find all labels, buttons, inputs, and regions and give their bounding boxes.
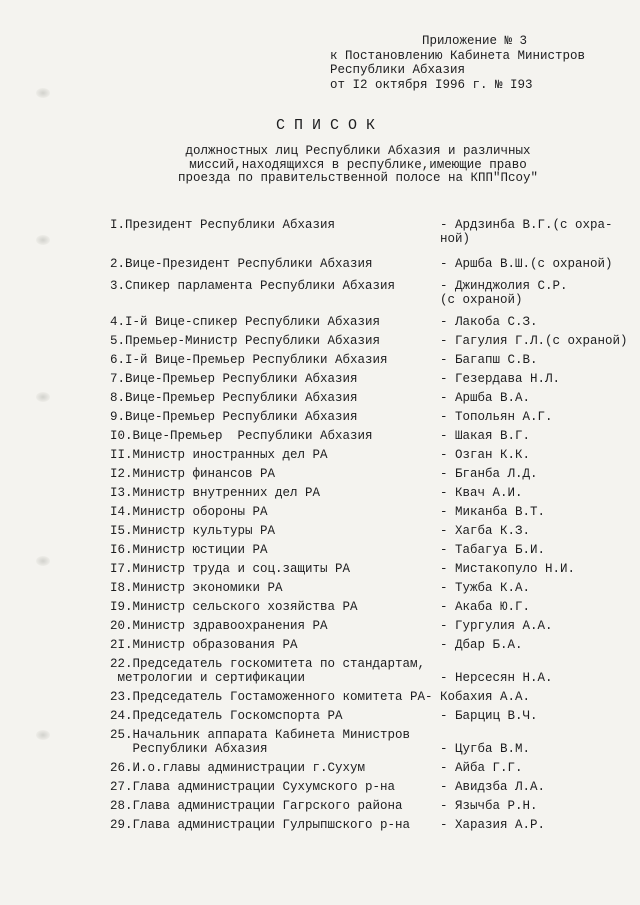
list-item [110, 524, 640, 538]
official-position: 3.Спикер парламента Республики Абхазия [110, 279, 396, 293]
list-item [110, 279, 640, 307]
official-name: - Топольян А.Г. [440, 410, 553, 424]
official-name: Кобахия А.А. [440, 690, 531, 704]
official-position: I7.Министр труда и соц.защиты РА [110, 562, 351, 576]
list-item [110, 799, 640, 813]
official-name: - Тужба К.А. [440, 581, 531, 595]
official-name: - Дбар Б.А. [440, 638, 523, 652]
list-item [110, 467, 640, 481]
list-item [110, 657, 640, 685]
list-item [110, 600, 640, 614]
official-name: - Джинджолия С.Р. (с охраной) [440, 279, 568, 307]
punch-hole-mark [36, 88, 50, 98]
list-item [110, 709, 640, 723]
appendix-header [330, 34, 585, 92]
official-name: - Авидзба Л.А. [440, 780, 546, 794]
official-name: - Табагуа Б.И. [440, 543, 546, 557]
official-name: - Озган К.К. [440, 448, 531, 462]
list-item [110, 728, 640, 756]
list-item [110, 780, 640, 794]
official-name: - Акаба Ю.Г. [440, 600, 531, 614]
appendix-date: от I2 октября I996 г. № I93 [330, 77, 533, 92]
official-name: - Хагба К.З. [440, 524, 531, 538]
subtitle-line: миссий,находящихся в республике,имеющие право [189, 157, 527, 172]
list-item [110, 581, 640, 595]
official-position: 23.Председатель Гостаможенного комитета РА- [110, 690, 433, 704]
official-name: - Гезердава Н.Л. [440, 372, 561, 386]
document-title: СПИСОК [275, 117, 384, 134]
official-name: - Миканба В.Т. [440, 505, 546, 519]
official-name: - Мистакопуло Н.И. [440, 562, 576, 576]
list-item [110, 334, 640, 348]
list-item [110, 486, 640, 500]
official-position: 9.Вице-Премьер Республики Абхазия [110, 410, 358, 424]
official-name: - Лакоба С.З. [440, 315, 538, 329]
official-position: 25.Начальник аппарата Кабинета Министров Республики Абхазия [110, 728, 411, 756]
official-position: 2.Вице-Президент Республики Абхазия [110, 257, 373, 271]
list-item [110, 429, 640, 443]
official-name: - Багапш С.В. [440, 353, 538, 367]
appendix-reference: к Постановлению Кабинета Министров [330, 48, 586, 63]
official-position: 28.Глава администрации Гагрского района [110, 799, 403, 813]
official-position: 5.Премьер-Министр Республики Абхазия [110, 334, 381, 348]
list-item [110, 315, 640, 329]
official-position: I4.Министр обороны РА [110, 505, 268, 519]
list-item [110, 372, 640, 386]
official-name: - Шакая В.Г. [440, 429, 531, 443]
official-position: 2I.Министр образования РА [110, 638, 298, 652]
official-position: 29.Глава администрации Гулрыпшского р-на [110, 818, 411, 832]
official-name: - Нерсесян Н.А. [440, 671, 553, 685]
appendix-republic: Республики Абхазия [330, 63, 466, 77]
official-position: I0.Вице-Премьер Республики Абхазия [110, 429, 373, 443]
official-position: 24.Председатель Госкомспорта РА [110, 709, 343, 723]
punch-hole-mark [36, 730, 50, 740]
official-position: I.Президент Республики Абхазия [110, 218, 336, 232]
official-name: - Язычба Р.Н. [440, 799, 538, 813]
official-name: - Харазия А.Р. [440, 818, 546, 832]
list-item [110, 761, 640, 775]
list-item [110, 818, 640, 832]
official-name: - Бганба Л.Д. [440, 467, 538, 481]
list-item [110, 353, 640, 367]
list-item [110, 448, 640, 462]
official-name: - Гагулия Г.Л.(с охраной) [440, 334, 628, 348]
official-position: 20.Министр здравоохранения РА [110, 619, 328, 633]
list-item [110, 505, 640, 519]
official-name: - Квач А.И. [440, 486, 523, 500]
list-item [110, 391, 640, 405]
subtitle-line: должностных лиц Республики Абхазия и различных [185, 144, 531, 158]
document-subtitle [158, 145, 558, 186]
official-position: 6.I-й Вице-Премьер Республики Абхазия [110, 353, 388, 367]
official-position: 27.Глава администрации Сухумского р-на [110, 780, 396, 794]
official-position: 4.I-й Вице-спикер Республики Абхазия [110, 315, 381, 329]
list-item [110, 562, 640, 576]
official-position: 7.Вице-Премьер Республики Абхазия [110, 372, 358, 386]
official-name: - Айба Г.Г. [440, 761, 523, 775]
official-position: I8.Министр экономики РА [110, 581, 283, 595]
appendix-number: Приложение № 3 [422, 34, 528, 48]
official-position: II.Министр иностранных дел РА [110, 448, 328, 462]
list-item [110, 410, 640, 424]
official-name: - Аршба В.Ш.(с охраной) [440, 257, 613, 271]
official-position: I2.Министр финансов РА [110, 467, 276, 481]
punch-hole-mark [36, 235, 50, 245]
punch-hole-mark [36, 392, 50, 402]
official-position: I5.Министр культуры РА [110, 524, 276, 538]
official-name: - Барциц В.Ч. [440, 709, 538, 723]
official-position: 26.И.о.главы администрации г.Сухум [110, 761, 366, 775]
official-position: 8.Вице-Премьер Республики Абхазия [110, 391, 358, 405]
official-name: - Ардзинба В.Г.(с охра- ной) [440, 218, 613, 246]
list-item [110, 543, 640, 557]
subtitle-line: проезда по правительственной полосе на КПП"Псоу" [177, 171, 539, 185]
list-item [110, 619, 640, 633]
official-name: - Аршба В.А. [440, 391, 531, 405]
official-position: I9.Министр сельского хозяйства РА [110, 600, 358, 614]
list-item [110, 690, 640, 704]
list-item [110, 257, 640, 271]
officials-list [110, 218, 640, 837]
official-name: - Цугба В.М. [440, 742, 531, 756]
list-item [110, 638, 640, 652]
official-name: - Гургулия А.А. [440, 619, 553, 633]
official-position: 22.Председатель госкомитета по стандартам, метрологии и сертификации [110, 657, 426, 685]
official-position: I6.Министр юстиции РА [110, 543, 268, 557]
official-position: I3.Министр внутренних дел РА [110, 486, 321, 500]
list-item [110, 218, 640, 246]
punch-hole-mark [36, 556, 50, 566]
